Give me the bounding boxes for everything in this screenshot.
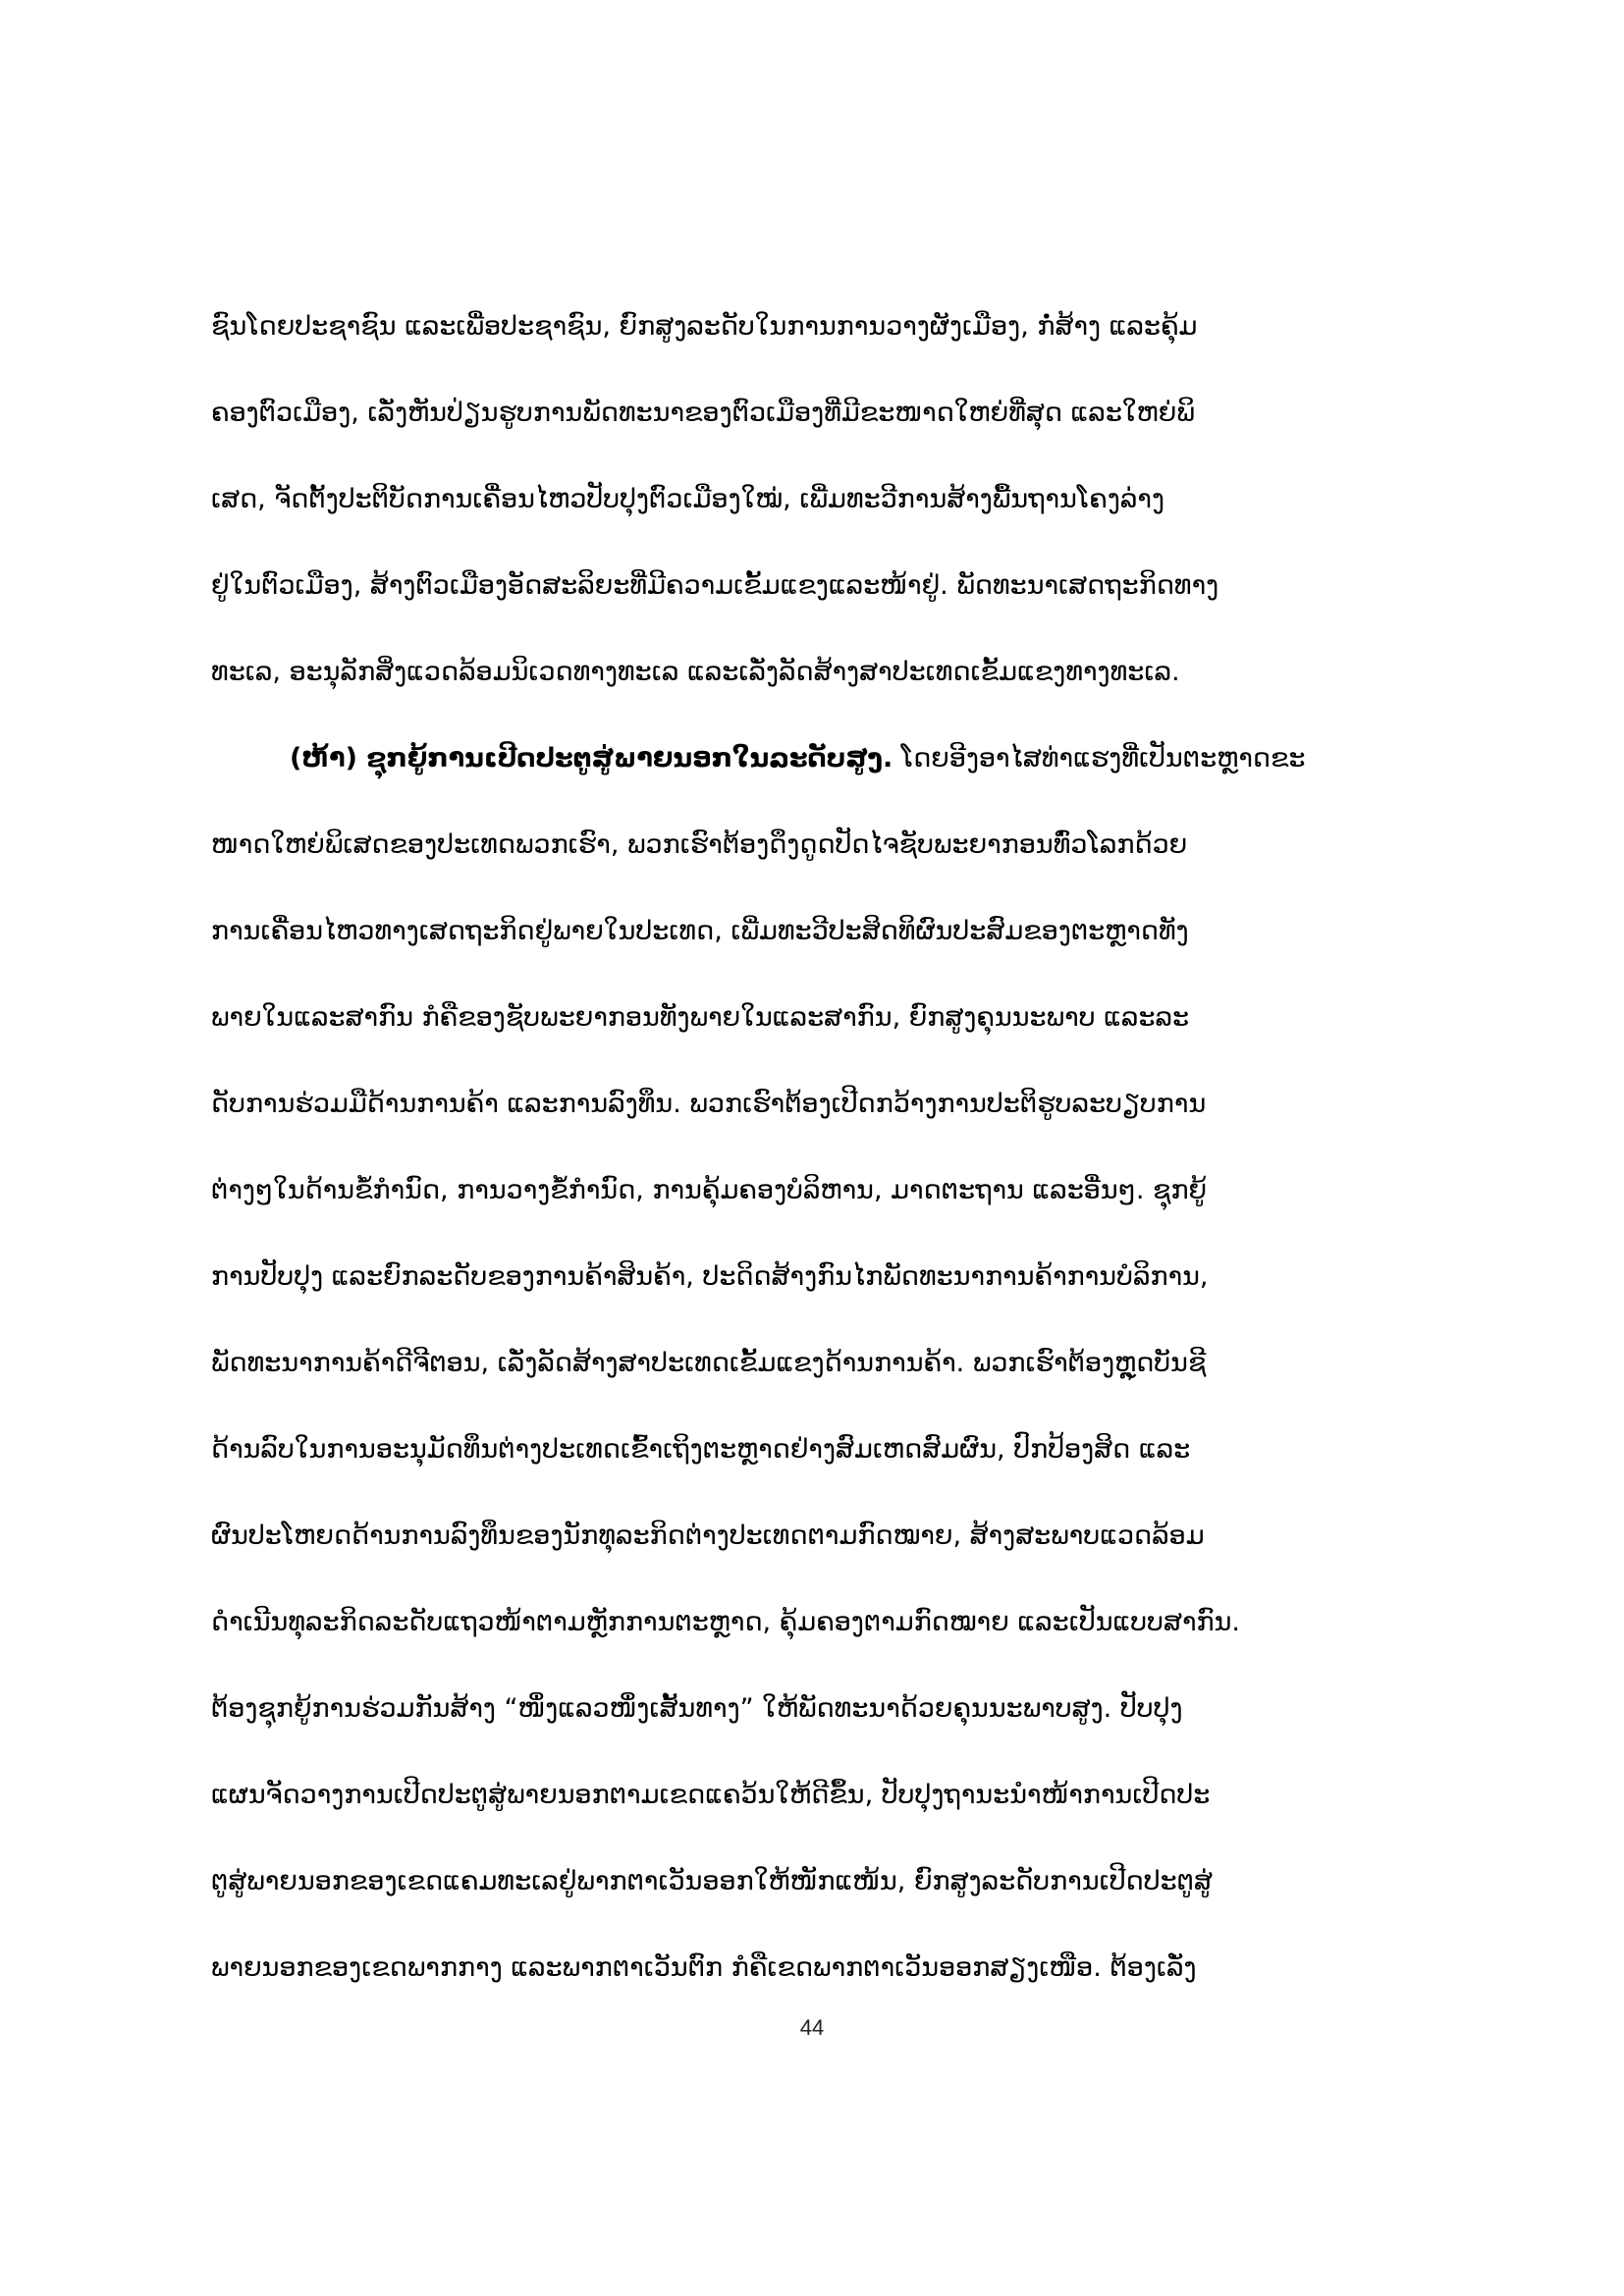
- text-line: ດ້ານລົບໃນການອະນຸມັດທຶນຕ່າງປະເທດເຂົ້າເຖິງຕະຫຼາດຢ່າງສົມເຫດສົມຜົນ, ປົກປ້ອງສິດ ແລະ: [211, 1434, 1191, 1465]
- section-heading: (ຫ້າ) ຊຸກຍູ້ການເປີດປະຕູສູ່ພາຍນອກໃນລະດັບສູງ.: [290, 743, 893, 774]
- text-line: ພາຍນອກຂອງເຂດພາກກາງ ແລະພາກຕາເວັນຕົກ ກໍຄືເຂດພາກຕາເວັນອອກສຽງເໜືອ. ຕ້ອງເລັ່ງ: [211, 1952, 1197, 1983]
- text-line: ຜົນປະໂຫຍດດ້ານການລົງທຶນຂອງນັກທຸລະກິດຕ່າງປະເທດຕາມກົດໝາຍ, ສ້າງສະພາບແວດລ້ອມ: [211, 1521, 1205, 1551]
- text-line: ດັບການຮ່ວມມືດ້ານການຄ້າ ແລະການລົງທຶນ. ພວກເຮົາຕ້ອງເປີດກວ້າງການປະຕິຮູບລະບຽບການ: [211, 1089, 1207, 1119]
- text-line: ພາຍໃນແລະສາກົນ ກໍຄືຂອງຊັບພະຍາກອນທັງພາຍໃນແລະສາກົນ, ຍົກສູງຄຸນນະພາບ ແລະລະ: [211, 1002, 1190, 1033]
- text-line: ຕ່າງໆໃນດ້ານຂໍ້ກຳນົດ, ການວາງຂໍ້ກຳນົດ, ການຄຸ້ມຄອງບໍລິຫານ, ມາດຕະຖານ ແລະອື່ນໆ. ຊຸກຍູ້: [211, 1175, 1208, 1205]
- text-line: ໜາດໃຫຍ່ພິເສດຂອງປະເທດພວກເຮົາ, ພວກເຮົາຕ້ອງດຶງດູດປັດໄຈຊັບພະຍາກອນທົ່ວໂລກດ້ວຍ: [211, 829, 1188, 860]
- text-line: ການປັບປຸງ ແລະຍົກລະດັບຂອງການຄ້າສິນຄ້າ, ປະດິດສ້າງກົນໄກພັດທະນາການຄ້າການບໍລິການ,: [211, 1261, 1209, 1292]
- text-line: ເສດ, ຈັດຕັ້ງປະຕິບັດການເຄື່ອນໄຫວປັບປຸງຕົວເມືອງໃໝ່, ເພີ່ມທະວີການສ້າງພື້ນຖານໂຄງລ່າງ: [211, 484, 1164, 514]
- text-line: ທະເລ, ອະນຸລັກສິ່ງແວດລ້ອມນິເວດທາງທະເລ ແລະເລັ່ງລັດສ້າງສາປະເທດເຂັ້ມແຂງທາງທະເລ.: [211, 657, 1180, 687]
- text-line: ການເຄື່ອນໄຫວທາງເສດຖະກິດຢູ່ພາຍໃນປະເທດ, ເພີ່ມທະວີປະສິດທິຜົນປະສົມຂອງຕະຫຼາດທັງ: [211, 916, 1189, 946]
- text-segment: ໂດຍອີງອາໄສທ່າແຮງທີ່ເປັນຕະຫຼາດຂະ: [893, 743, 1306, 774]
- text-line: ຢູ່ໃນຕົວເມືອງ, ສ້າງຕົວເມືອງອັດສະລິຍະທີ່ມີຄວາມເຂັ້ມແຂງແລະໜ້າຢູ່. ພັດທະນາເສດຖະກິດທາງ: [211, 570, 1219, 601]
- text-line: ຊົນໂດຍປະຊາຊົນ ແລະເພື່ອປະຊາຊົນ, ຍົກສູງລະດັບໃນການການວາງຜັງເມືອງ, ກໍ່ສ້າງ ແລະຄຸ້ມ: [211, 311, 1198, 342]
- section-heading-line: [211, 736, 1417, 823]
- page-number: 44: [799, 2015, 825, 2040]
- text-line: ແຜນຈັດວາງການເປີດປະຕູສູ່ພາຍນອກຕາມເຂດແຄວ້ນໃຫ້ດີຂຶ້ນ, ປັບປຸງຖານະນຳໜ້າການເປີດປະ: [211, 1780, 1211, 1810]
- text-line: ຄອງຕົວເມືອງ, ເລັ່ງຫັນປ່ຽນຮູບການພັດທະນາຂອງຕົວເມືອງທີ່ມີຂະໜາດໃຫຍ່ທີ່ສຸດ ແລະໃຫຍ່ພິ: [211, 398, 1195, 428]
- text-line: ຕູສູ່ພາຍນອກຂອງເຂດແຄມທະເລຢູ່ພາກຕາເວັນອອກໃຫ້ໜັກແໜ້ນ, ຍົກສູງລະດັບການເປີດປະຕູສູ່: [211, 1866, 1213, 1896]
- body-text: [211, 304, 1417, 2032]
- text-line: ຕ້ອງຊຸກຍູ້ການຮ່ວມກັນສ້າງ “ໜຶ່ງແລວໜຶ່ງເສັ້ນທາງ” ໃຫ້ພັດທະນາດ້ວຍຄຸນນະພາບສູງ. ປັບປຸງ: [211, 1693, 1183, 1724]
- text-line: ດຳເນີນທຸລະກິດລະດັບແຖວໜ້າຕາມຫຼັກການຕະຫຼາດ, ຄຸ້ມຄອງຕາມກົດໝາຍ ແລະເປັນແບບສາກົນ.: [211, 1607, 1240, 1637]
- text-line: ພັດທະນາການຄ້າດີຈີຕອນ, ເລັ່ງລັດສ້າງສາປະເທດເຂັ້ມແຂງດ້ານການຄ້າ. ພວກເຮົາຕ້ອງຫຼຸດບັນຊີ: [211, 1348, 1207, 1378]
